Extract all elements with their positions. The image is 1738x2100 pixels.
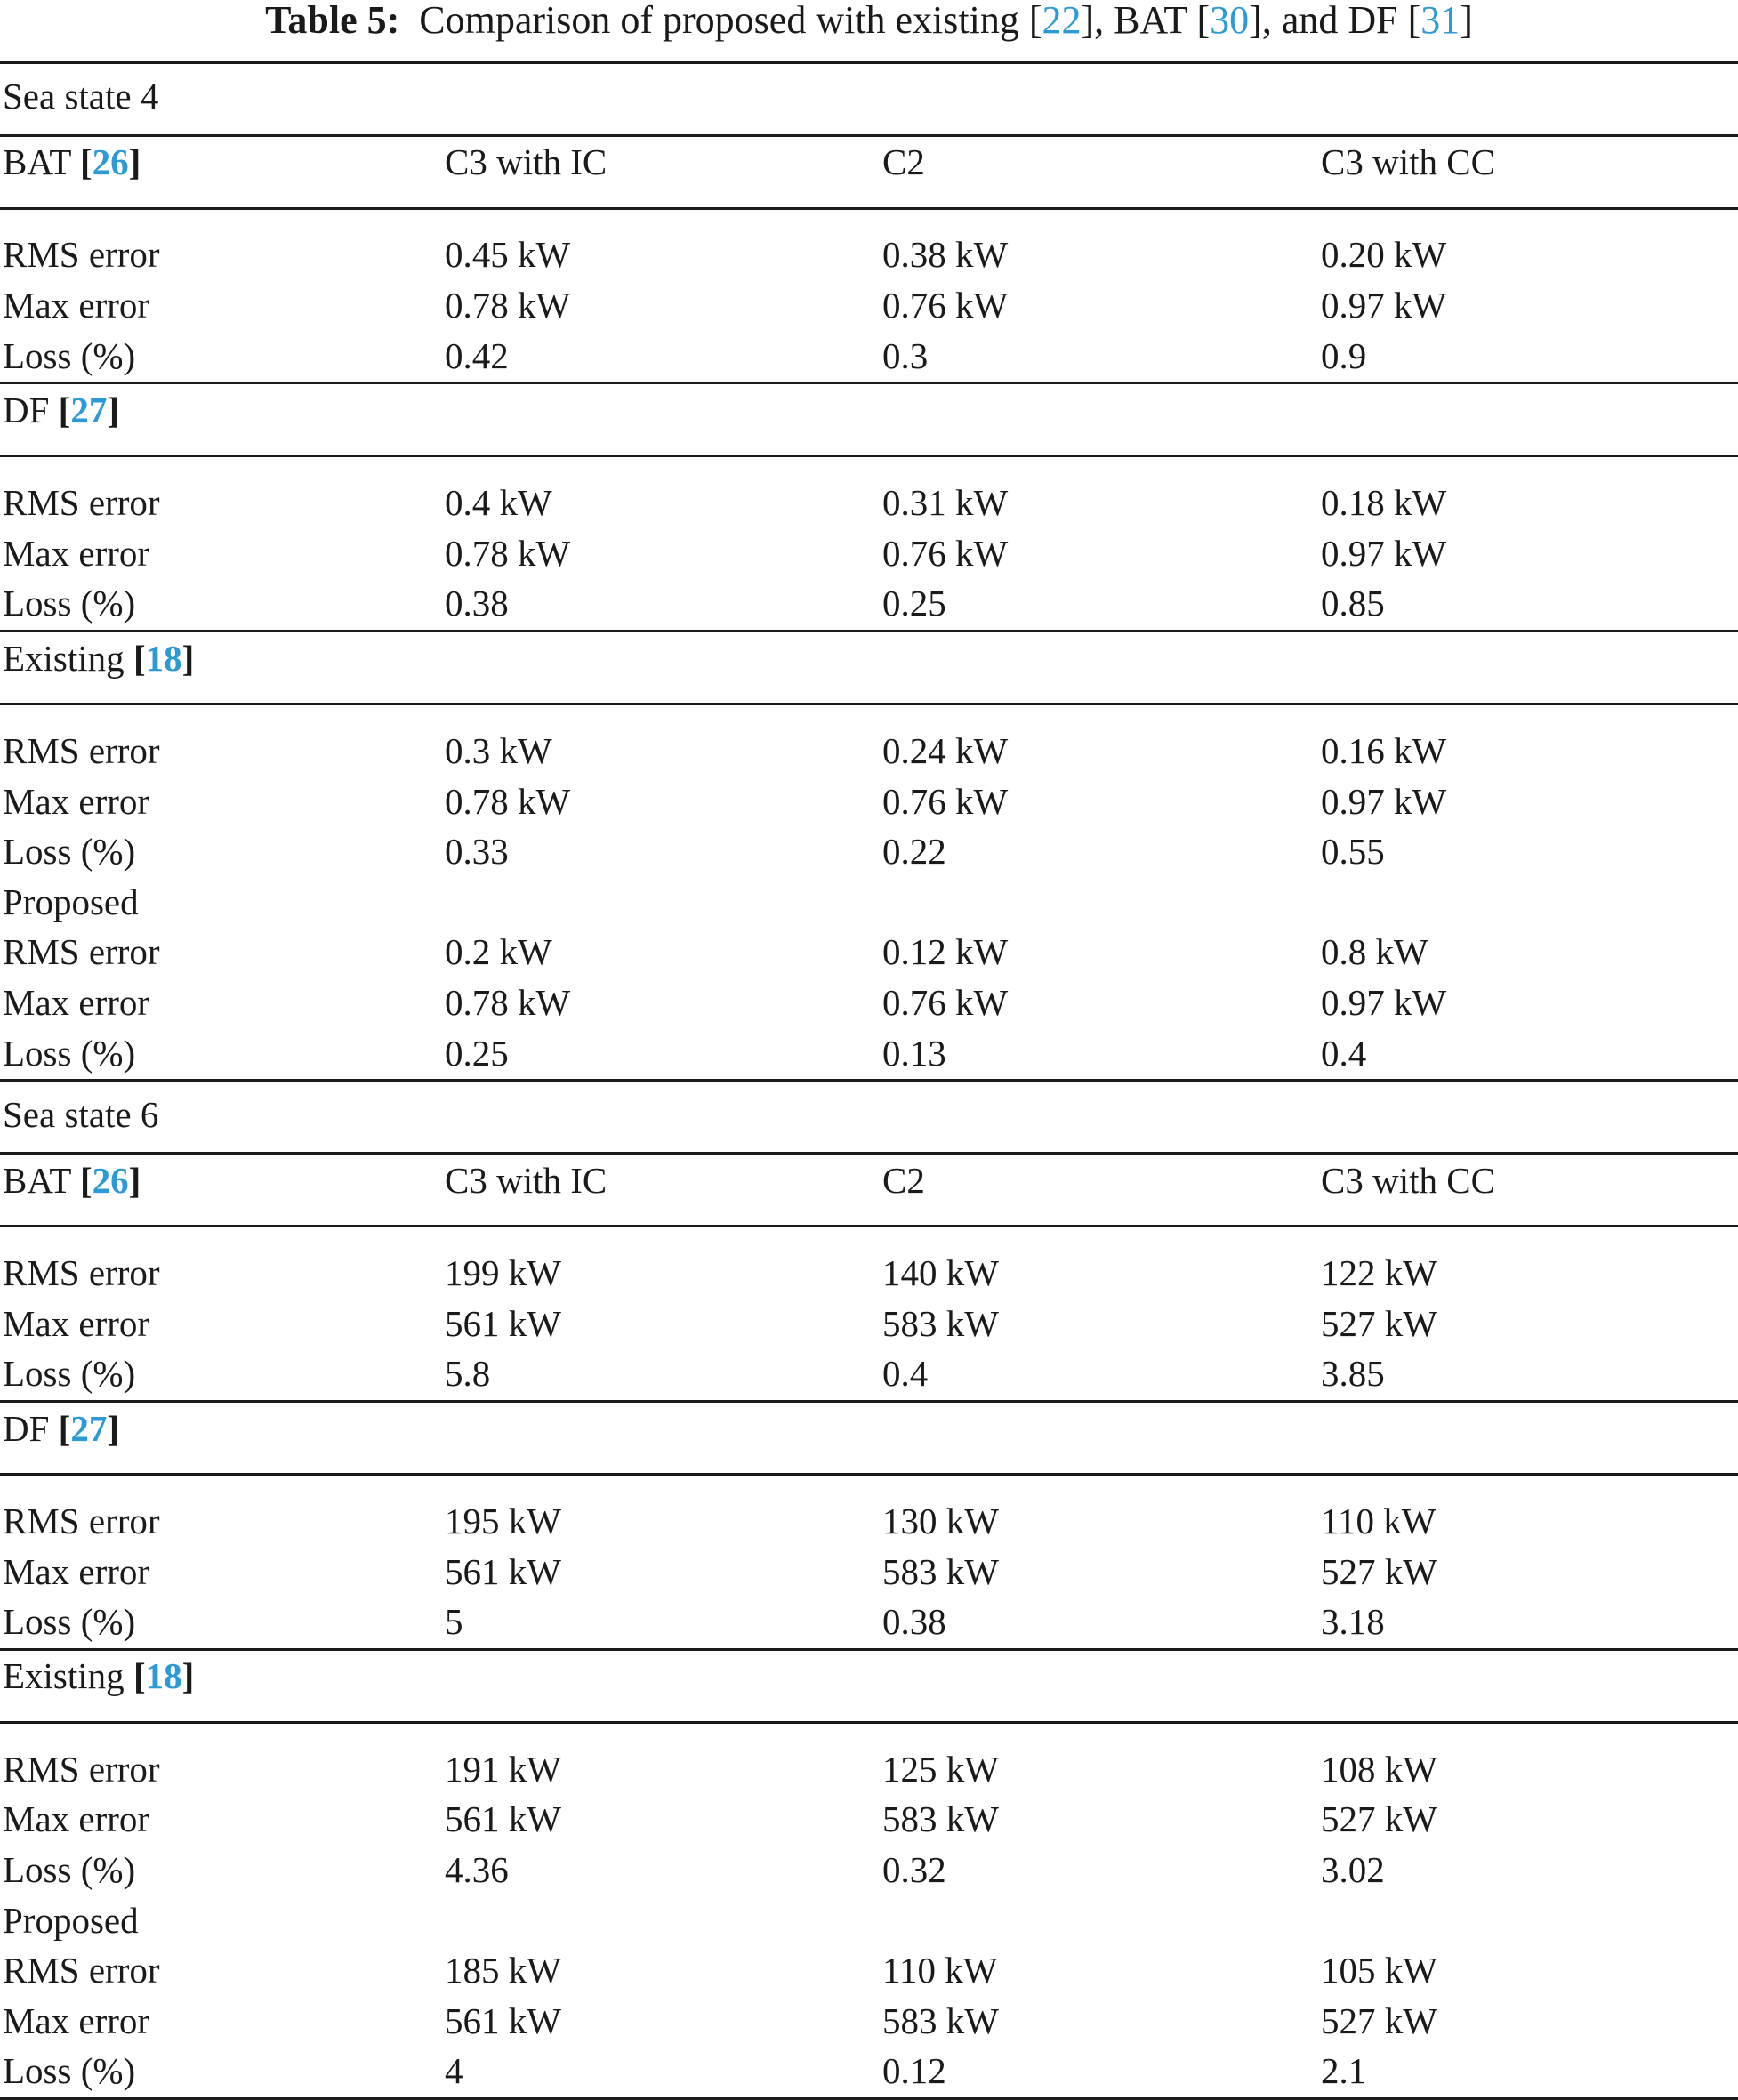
group-header: Existing [18] — [3, 1655, 195, 1697]
table-cell: 0.18 kW — [1321, 482, 1447, 524]
table-rule — [0, 1400, 1738, 1403]
table-cell: 0.97 kW — [1321, 284, 1447, 326]
caption-ref-link[interactable]: 31 — [1420, 0, 1460, 42]
table-cell: 0.20 kW — [1321, 234, 1447, 276]
table-cell: 185 kW — [445, 1950, 561, 1991]
table-cell: 0.2 kW — [445, 931, 552, 973]
table-cell: 561 kW — [445, 1999, 561, 2041]
table-rule — [0, 382, 1738, 384]
table-row-metric: RMS error — [3, 234, 160, 276]
table-cell: 130 kW — [882, 1500, 999, 1541]
table-cell: 3.18 — [1321, 1601, 1385, 1643]
column-header: C3 with IC — [445, 141, 607, 182]
table-cell: 0.78 kW — [445, 284, 571, 326]
table-row-metric: Max error — [3, 1798, 150, 1840]
table-cell: 0.38 kW — [882, 234, 1009, 276]
table-row-metric: Loss (%) — [3, 2050, 136, 2092]
table-row-metric: RMS error — [3, 1252, 160, 1294]
table-row-metric: Max error — [3, 532, 150, 574]
table-row-metric: Max error — [3, 1999, 150, 2041]
table-cell: 0.13 — [882, 1032, 946, 1074]
table-cell: 583 kW — [882, 1550, 999, 1592]
table-cell: 4 — [445, 2050, 463, 2092]
column-header: C2 — [882, 1159, 925, 1201]
table-cell: 0.55 — [1321, 831, 1385, 873]
citation-link[interactable]: 27 — [70, 389, 108, 430]
table-rule — [0, 455, 1738, 457]
table-caption — [0, 0, 1738, 50]
group-header: BAT [26] — [3, 141, 141, 182]
table-cell: 0.9 — [1321, 334, 1367, 376]
caption-ref-link[interactable]: 30 — [1210, 0, 1250, 42]
table-cell: 0.3 — [882, 334, 929, 376]
group-header: BAT [26] — [3, 1159, 141, 1201]
table-cell: 0.4 — [882, 1353, 929, 1395]
citation-link[interactable]: 26 — [92, 141, 129, 182]
caption-label: Table 5: — [265, 0, 400, 42]
table-row-metric: RMS error — [3, 482, 160, 524]
table-cell: 0.78 kW — [445, 532, 571, 574]
table-cell: 0.25 — [882, 583, 946, 624]
table-cell: 0.25 — [445, 1032, 509, 1074]
table-cell: 0.24 kW — [882, 729, 1009, 771]
table-row-metric: Loss (%) — [3, 334, 136, 376]
table-row-metric: Loss (%) — [3, 1032, 136, 1074]
table-cell: 0.76 kW — [882, 284, 1009, 326]
table-cell: 527 kW — [1321, 1798, 1437, 1840]
table-cell: 561 kW — [445, 1798, 561, 1840]
table-cell: 110 kW — [882, 1950, 998, 1991]
table-cell: 0.8 kW — [1321, 931, 1428, 973]
table-cell: 0.33 — [445, 831, 509, 873]
group-name: DF — [3, 1407, 50, 1449]
table-row-metric: RMS error — [3, 729, 160, 771]
table-cell: 0.45 kW — [445, 234, 571, 276]
table-cell: 561 kW — [445, 1302, 561, 1344]
table-cell: 191 kW — [445, 1748, 561, 1790]
caption-text: ] — [1460, 0, 1473, 42]
table-cell: 0.4 kW — [445, 482, 552, 524]
table-cell: 527 kW — [1321, 1550, 1437, 1592]
caption-text: Comparison of proposed with existing [ — [419, 0, 1042, 42]
table-rule — [0, 1152, 1738, 1155]
caption-text: ], BAT [ — [1081, 0, 1211, 42]
table-cell: 122 kW — [1321, 1252, 1437, 1294]
table-cell: 0.31 kW — [882, 482, 1009, 524]
table-row-metric: Max error — [3, 1302, 150, 1344]
table-row-metric: Loss (%) — [3, 583, 136, 624]
table-row-metric: Max error — [3, 1550, 150, 1592]
group-header: Proposed — [3, 1899, 139, 1941]
table-cell: 110 kW — [1321, 1500, 1436, 1541]
group-name: DF — [3, 389, 50, 430]
table-cell: 0.76 kW — [882, 532, 1009, 574]
column-header: C3 with IC — [445, 1159, 607, 1201]
table-cell: 0.76 kW — [882, 780, 1009, 822]
table-cell: 527 kW — [1321, 1302, 1437, 1344]
table-rule — [0, 134, 1738, 137]
column-header: C2 — [882, 141, 925, 182]
table-row-metric: RMS error — [3, 1500, 160, 1541]
citation-link[interactable]: 18 — [145, 637, 182, 679]
table-rule — [0, 1225, 1738, 1227]
table-cell: 0.42 — [445, 334, 509, 376]
table-row-metric: RMS error — [3, 931, 160, 973]
table-rule — [0, 1648, 1738, 1651]
sea-state-label: Sea state 6 — [3, 1093, 159, 1135]
table-cell: 0.12 — [882, 2050, 946, 2092]
citation-link[interactable]: 27 — [70, 1407, 108, 1449]
table-cell: 195 kW — [445, 1500, 561, 1541]
column-header: C3 with CC — [1321, 141, 1495, 182]
table-rule — [0, 61, 1738, 64]
table-cell: 0.16 kW — [1321, 729, 1447, 771]
table-cell: 0.3 kW — [445, 729, 552, 771]
table-rule — [0, 703, 1738, 705]
sea-state-label: Sea state 4 — [3, 76, 159, 117]
table-cell: 561 kW — [445, 1550, 561, 1592]
table-cell: 4.36 — [445, 1848, 509, 1890]
table-cell: 0.85 — [1321, 583, 1385, 624]
group-header: DF [27] — [3, 389, 119, 430]
table-cell: 0.97 kW — [1321, 780, 1447, 822]
group-name: Existing — [3, 1655, 125, 1697]
table-row-metric: Max error — [3, 284, 150, 326]
group-name: Existing — [3, 637, 125, 679]
citation-link[interactable]: 26 — [92, 1159, 129, 1201]
table-rule — [0, 207, 1738, 210]
table-rule — [0, 630, 1738, 632]
citation-link[interactable]: 18 — [145, 1655, 182, 1697]
table-cell: 0.4 — [1321, 1032, 1367, 1074]
table-cell: 527 kW — [1321, 1999, 1437, 2041]
group-header: Existing [18] — [3, 637, 195, 679]
table-row-metric: Max error — [3, 780, 150, 822]
table-row-metric: RMS error — [3, 1950, 160, 1991]
group-name: BAT — [3, 1159, 71, 1201]
table-row-metric: Loss (%) — [3, 1601, 136, 1643]
table-cell: 125 kW — [882, 1748, 999, 1790]
table-cell: 2.1 — [1321, 2050, 1367, 2092]
table-row-metric: Loss (%) — [3, 831, 136, 873]
group-header: DF [27] — [3, 1407, 119, 1449]
table-cell: 3.02 — [1321, 1848, 1385, 1890]
table-row-metric: Max error — [3, 981, 150, 1023]
table-rule — [0, 1079, 1738, 1082]
table-cell: 0.12 kW — [882, 931, 1009, 973]
table-cell: 108 kW — [1321, 1748, 1437, 1790]
table-cell: 3.85 — [1321, 1353, 1385, 1395]
table-cell: 0.22 — [882, 831, 946, 873]
table-rule — [0, 1721, 1738, 1724]
table-row-metric: RMS error — [3, 1748, 160, 1790]
table-cell: 0.32 — [882, 1848, 946, 1890]
table-cell: 5 — [445, 1601, 463, 1643]
group-name: BAT — [3, 141, 71, 182]
table-row-metric: Loss (%) — [3, 1353, 136, 1395]
table-cell: 583 kW — [882, 1798, 999, 1840]
table-cell: 583 kW — [882, 1999, 999, 2041]
table-cell: 199 kW — [445, 1252, 561, 1294]
table-cell: 0.38 — [882, 1601, 946, 1643]
caption-ref-link[interactable]: 22 — [1042, 0, 1082, 42]
table-cell: 0.78 kW — [445, 981, 571, 1023]
column-header: C3 with CC — [1321, 1159, 1495, 1201]
table-cell: 105 kW — [1321, 1950, 1437, 1991]
table-row-metric: Loss (%) — [3, 1848, 136, 1890]
table-cell: 0.76 kW — [882, 981, 1009, 1023]
table-cell: 0.97 kW — [1321, 981, 1447, 1023]
table-cell: 0.38 — [445, 583, 509, 624]
table-rule — [0, 1473, 1738, 1476]
table-cell: 0.97 kW — [1321, 532, 1447, 574]
group-header: Proposed — [3, 881, 139, 922]
table-cell: 140 kW — [882, 1252, 999, 1294]
table-cell: 583 kW — [882, 1302, 999, 1344]
table-cell: 5.8 — [445, 1353, 491, 1395]
caption-text: ], and DF [ — [1249, 0, 1421, 42]
table-cell: 0.78 kW — [445, 780, 571, 822]
